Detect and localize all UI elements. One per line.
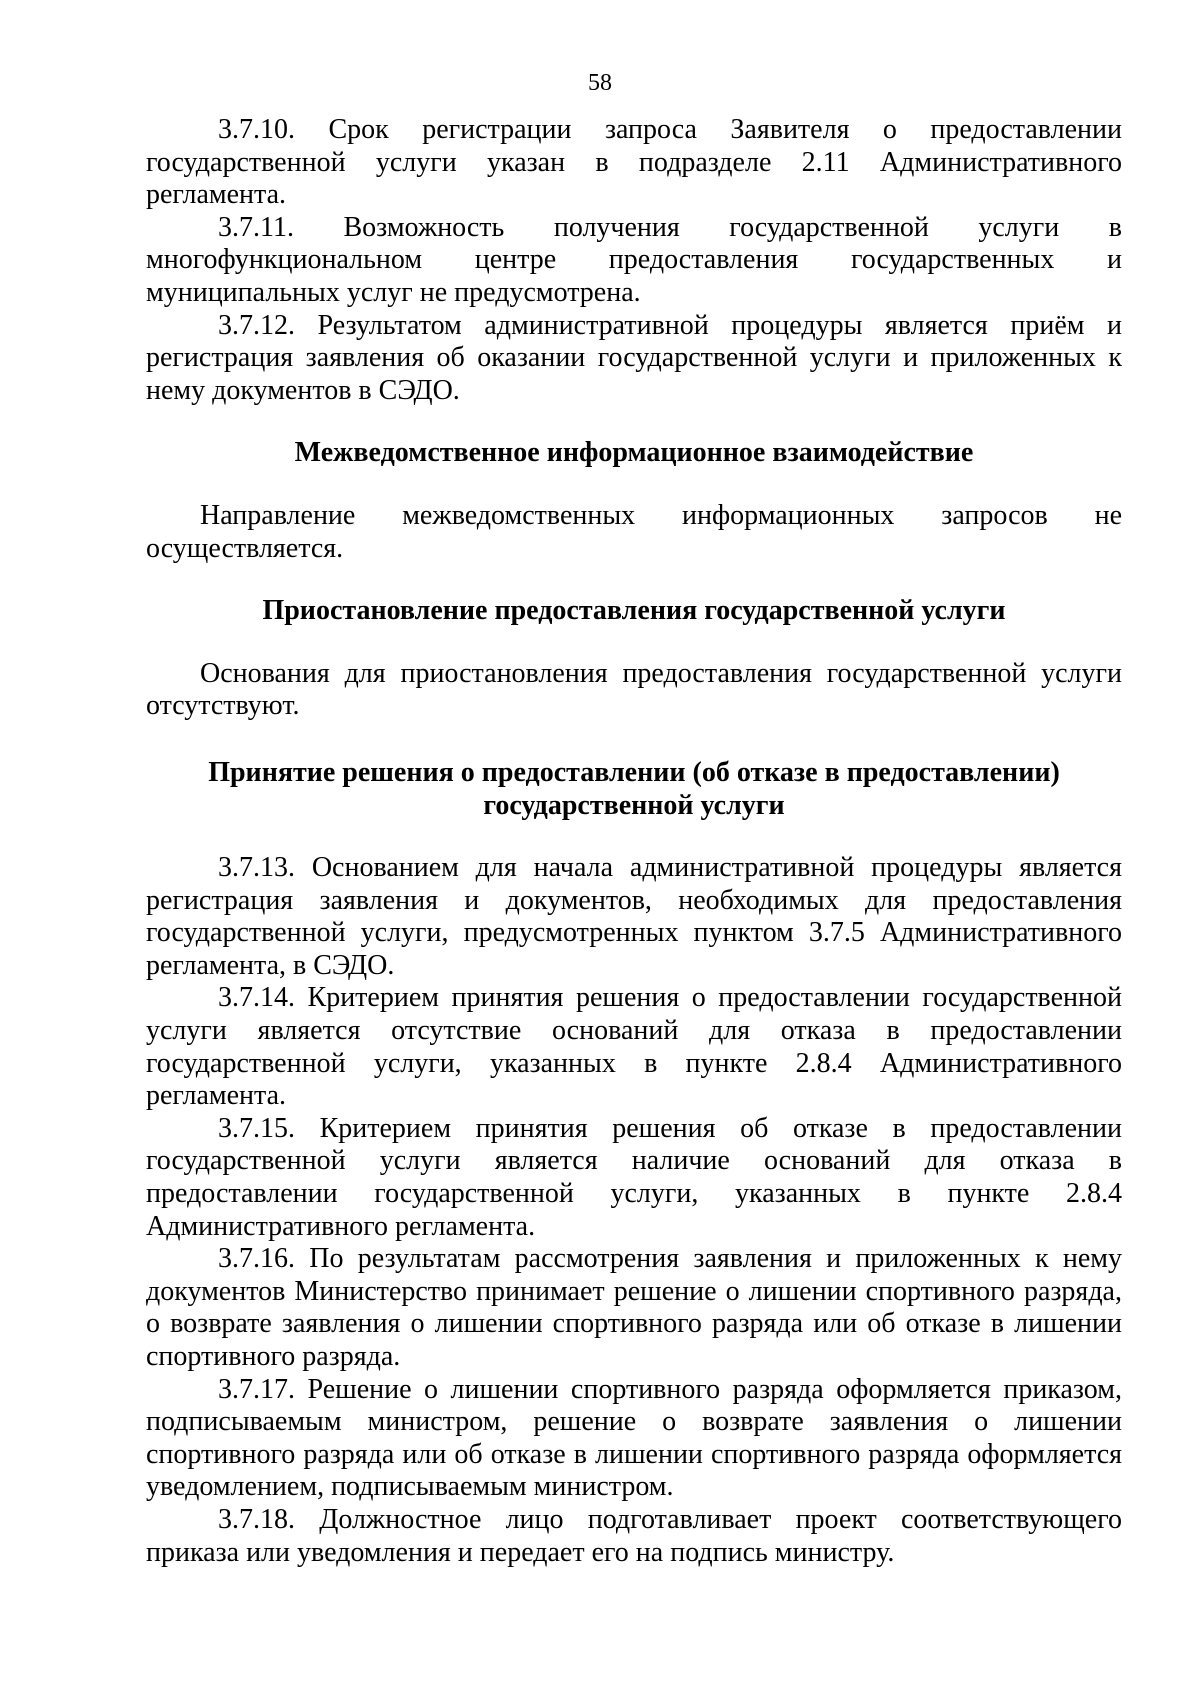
paragraph-interagency: Направление межведомственных информационных запросов не осуществляется. [146,499,1122,564]
paragraph-3-7-16: 3.7.16. По результатам рассмотрения заявления и приложенных к нему документов Министерство принимает решение о лишении спортивного разряда, о возврате заявления о лишении спортивного разряда или об отказе в лишении спортивного разряда. [146,1243,1122,1372]
section-heading-decision-line2: государственной услуги [483,789,785,821]
paragraph-suspension: Основания для приостановления предоставления государственной услуги отсутствуют. [146,657,1122,722]
page-number: 58 [588,70,612,96]
paragraph-3-7-15: 3.7.15. Критерием принятия решения об отказе в предоставлении государственной услуги является наличие оснований для отказа в предоставлении государственной услуги, указанных в пункте 2.8.4 Административного регламента. [146,1112,1122,1242]
section-heading-suspension: Приостановление предоставления государственной услуги [262,595,1006,627]
section-heading-interagency: Межведомственное информационное взаимодействие [294,437,974,469]
paragraph-3-7-14: 3.7.14. Критерием принятия решения о предоставлении государственной услуги является отсутствие оснований для отказа в предоставлении государственной услуги, указанных в пункте 2.8.4 Административного регламента. [146,982,1122,1112]
document-body [146,114,1122,1569]
paragraph-3-7-12: 3.7.12. Результатом административной процедуры является приём и регистрация заявления об оказании государственной услуги и приложенных к нему документов в СЭДО. [146,309,1122,406]
paragraph-3-7-10: 3.7.10. Срок регистрации запроса Заявителя о предоставлении государственной услуги указан в подразделе 2.11 Административного регламента. [146,114,1122,211]
paragraph-3-7-11: 3.7.11. Возможность получения государственной услуги в многофункциональном центре предоставления государственных и муниципальных услуг не предусмотрена. [146,211,1122,308]
section-heading-decision [146,757,1122,822]
paragraph-3-7-13: 3.7.13. Основанием для начала административной процедуры является регистрация заявления и документов, необходимых для предоставления государственной услуги, предусмотренных пунктом 3.7.5 Административного регламента, в СЭДО. [146,852,1122,981]
section-heading-decision-line1: Принятие решения о предоставлении (об отказе в предоставлении) [208,756,1060,788]
paragraph-3-7-18: 3.7.18. Должностное лицо подготавливает проект соответствующего приказа или уведомления и передает его на подпись министру. [146,1503,1122,1568]
paragraph-3-7-17: 3.7.17. Решение о лишении спортивного разряда оформляется приказом, подписываемым министром, решение о возврате заявления о лишении спортивного разряда или об отказе в лишении спортивного разряда оформляется уведомлением, подписываемым министром. [146,1373,1122,1503]
